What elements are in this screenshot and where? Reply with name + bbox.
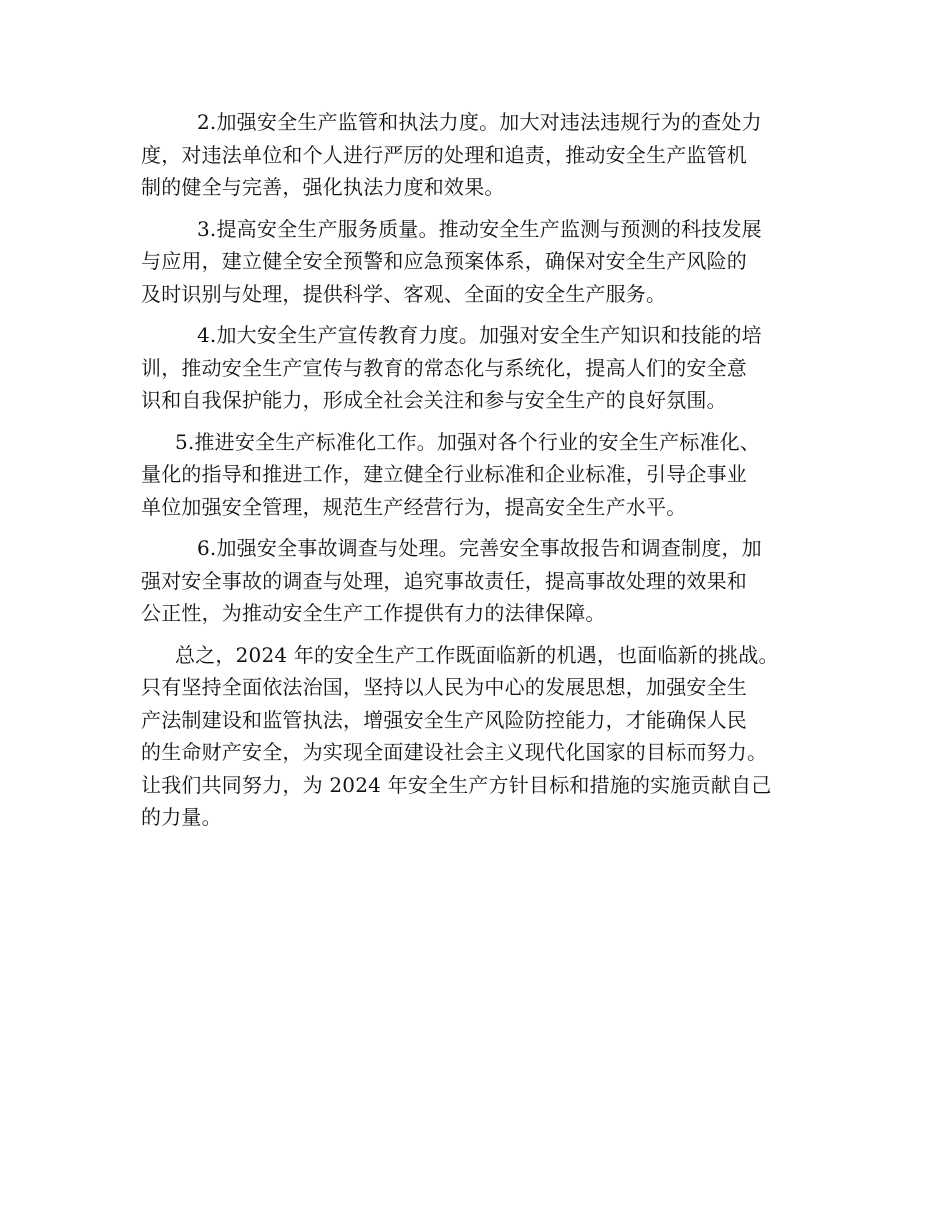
paragraph-line: 与应用，建立健全安全预警和应急预案体系，确保对安全生产风险的 [141, 249, 747, 273]
paragraph-line: 3.提高安全生产服务质量。推动安全生产监测与预测的科技发展 [197, 216, 762, 241]
paragraph-line: 4.加大安全生产宣传教育力度。加强对安全生产知识和技能的培 [197, 323, 762, 347]
paragraph-line: 识和自我保护能力，形成全社会关注和参与安全生产的良好氛围。 [141, 388, 727, 412]
paragraph-line: 5.推进安全生产标准化工作。加强对各个行业的安全生产标准化、 [175, 429, 761, 454]
paragraph-item-2 [141, 106, 813, 204]
paragraph-item-6 [141, 532, 813, 630]
paragraph-item-4 [141, 319, 813, 417]
paragraph-line: 制的健全与完善，强化执法力度和效果。 [141, 175, 505, 199]
paragraph-line: 只有坚持全面依法治国，坚持以人民为中心的发展思想，加强安全生 [141, 675, 747, 699]
paragraph-item-3 [141, 213, 813, 311]
paragraph-conclusion [141, 639, 813, 834]
paragraph-line: 公正性，为推动安全生产工作提供有力的法律保障。 [141, 601, 606, 625]
paragraph-line: 强对安全事故的调查与处理，追究事故责任，提高事故处理的效果和 [141, 568, 747, 593]
paragraph-line: 总之，2024 年的安全生产工作既面临新的机遇，也面临新的挑战。 [175, 642, 779, 667]
paragraph-line: 单位加强安全管理，规范生产经营行为，提高安全生产水平。 [141, 494, 687, 519]
paragraph-line: 2.加强安全生产监管和执法力度。加大对违法违规行为的查处力 [197, 110, 762, 134]
paragraph-line: 及时识别与处理，提供科学、客观、全面的安全生产服务。 [141, 281, 667, 306]
paragraph-line: 训，推动安全生产宣传与教育的常态化与系统化，提高人们的安全意 [141, 355, 747, 380]
paragraph-line: 度，对违法单位和个人进行严厉的处理和追责，推动安全生产监管机 [141, 142, 747, 167]
paragraph-line: 量化的指导和推进工作，建立健全行业标准和企业标准，引导企事业 [141, 462, 747, 486]
paragraph-line: 的力量。 [141, 805, 222, 829]
paragraph-line: 的生命财产安全，为实现全面建设社会主义现代化国家的目标而努力。 [141, 740, 768, 764]
paragraph-line: 6.加强安全事故调查与处理。完善安全事故报告和调查制度，加 [197, 536, 762, 560]
paragraph-item-5 [141, 426, 813, 524]
document-body [141, 106, 813, 843]
paragraph-line: 产法制建设和监管执法，增强安全生产风险防控能力，才能确保人民 [141, 707, 747, 732]
paragraph-line: 让我们共同努力，为 2024 年安全生产方针目标和措施的实施贡献自己 [141, 772, 772, 797]
